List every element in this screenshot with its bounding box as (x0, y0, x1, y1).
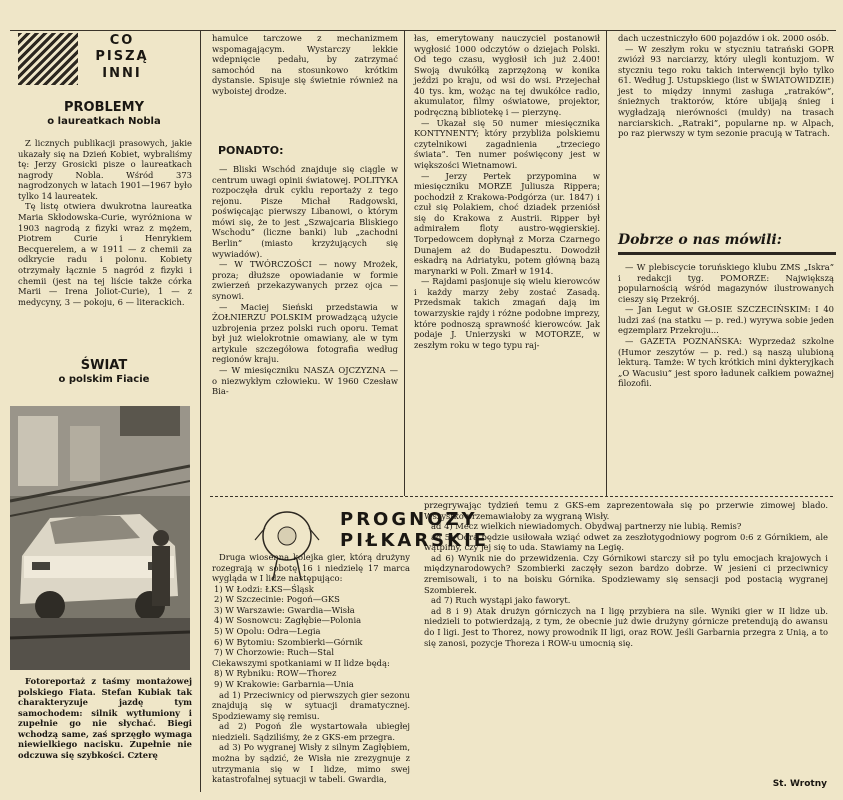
paragraph: hamulce tarczowe z mechanizmem wspomagającym. Wystarczy lekkie wdepnięcie pedału, by zatrzymać samochód na stosunkowo krótkim dystansie. Spisuje się świetnie również na wyboistej drodze. (212, 33, 398, 96)
paragraph: — Bliski Wschód znajduje się ciągle w centrum uwagi opinii światowej. POLITYKA rozpoczęła druk cyklu reportaży z tego rejonu. Pisze Michał Radgowski, poświęcając pierwszy Libanowi, o którym mówi się, że to jest „Szwajcaria Bliskiego Wschodu” (liczne banki) lub „zachodni Berlin” (miasto krzyżujących się wywiadów). (212, 164, 398, 259)
paragraph: Z licznych publikacji prasowych, jakie ukazały się na Dzień Kobiet, wybraliśmy tę: Jerzy Grosicki pisze o laureatkach nagrody Nobla. Wśród 373 nagrodzonych w latach 1901—1967 było tylko 14 laureatek. (18, 138, 192, 201)
match-item: 3) W Warszawie: Gwardia—Wisła (214, 604, 355, 615)
paragraph: — Rajdami pasjonuje się wielu kierowców i każdy marzy żeby zostać Zasadą. Przedsmak takich zmagań dają im towarzyskie rajdy i różne podobne imprezy, które podnoszą sprawność kierowców. Jak podaje J. Unierzyski w MOTORZE, w zeszłym roku w tego typu raj- (414, 276, 600, 350)
paragraph: — W plebiscycie toruńskiego klubu ZMS „Iskra” i redakcji tyg. POMORZE: Największą popularnością wśród magazynów ilustrowanych cieszy się Przekrój. (618, 262, 834, 304)
prognozy-intro: Druga wiosenna kolejka gier, którą drużyny rozegrają w sobotę 16 i niedzielę 17 marca wygląda w I lidze następująco: (212, 552, 410, 584)
paragraph: — W zeszłym roku w styczniu tatrański GOPR zwiózł 93 narciarzy, który ulegli kontuzjom. W styczniu tego roku takich interwencji było tylko 61. Według J. Ustupskiego (list w ŚWIATOWIDZIE) jest to między innymi zasługa „ratraków”, śnieżnych traktorów, które ubijają śnieg i wygładzają nierówności (muldy) na trasach narciarskich. „Ratraki”, popularne np. w Alpach, po raz pierwszy w tym sezonie pracują w Tatrach. (618, 43, 834, 139)
paragraph: — GAZETA POZNAŃSKA: Wyprzedaż szkolne (Humor zeszytów — p. red.) są naszą ulubioną lekturą. Tamże: W tych krótkich mini dykteryjkach „O Wacusiu” jest sporo ładunek całkiem poważnej filozofii. (618, 336, 834, 389)
paragraph: ad 1) Przeciwnicy od pierwszych gier sezonu znajdują się w sytuacji dramatycznej. Spodziewamy się remisu. (212, 689, 410, 721)
match-item: 5) W Opolu: Odra—Legia (214, 626, 321, 637)
second-league-intro: Ciekawszymi spotkaniami w II lidze będą: (212, 657, 390, 668)
column-2-top (212, 33, 398, 96)
match-item: 6) W Bytomiu: Szombierki—Górnik (214, 636, 363, 647)
photo-illustration (10, 406, 190, 670)
problemy-subtitle: o laureatkach Nobla (47, 116, 161, 128)
column-rule-3 (606, 30, 607, 496)
column-rule-2 (404, 30, 405, 496)
prognozy-left (212, 552, 410, 785)
paragraph: ad 7) Ruch wystąpi jako faworyt. (431, 595, 571, 606)
paragraph: Tę listę otwiera dwukrotna laureatka Maria Skłodowska-Curie, wyróżniona w 1903 nagrodą z fizyki wraz z mężem, Piotrem Curie i Henrykiem Becquerelem, a w 1911 — z chemii za odkrycie radu i polonu. Kobiety otrzymały łącznie 5 nagród z fizyki i chemii (jest na tej liście także córka Marii — Irena Joliot-Curie), 1 — z medycyny, 3 — pokoju, 6 — literackich. (18, 201, 192, 307)
paragraph: ad 2) Pogoń źle wystartowała ubiegłej niedzieli. Sądziliśmy, że z GKS-em przegra. (212, 721, 410, 742)
match-list-2 (212, 668, 410, 689)
match-item: 9) W Krakowie: Garbarnia—Unia (214, 678, 354, 689)
paragraph: — Jerzy Pertek przypomina w miesięczniku MORZE Juliusza Rippera; pochodził z Krakowa-Podgórza (ur. 1847) i czuł się Polakiem, choć dziadek przeniósł się do Krakowa z Austrii. Ripper był admirałem floty austro-węgierskiej. Torpedowcem dopłynął z Morza Czarnego Dunajem aż do Budapesztu. Dowodził eskadrą na Adriatyku, potem główną bazą marynarki w Poli. Zmarł w 1914. (414, 170, 600, 276)
match-item: 2) W Szczecinie: Pogoń—GKS (214, 594, 340, 605)
problemy-heading: PROBLEMY (63, 100, 144, 115)
paragraph: ad 8 i 9) Atak drużyn górniczych na I ligę przybiera na sile. Wyniki gier w II lidze ub. niedzieli to potwierdzają, z tym, że obecnie już dwie drużyny górnicze pretendują do awansu do I ligi. Jest to Thorez, nowy prowodnik II ligi, oraz ROW. Jeśli Garbarnia przegra z Unią, a to się zanosi, pozycje Thoreza i ROW-u umocnią się. (424, 605, 828, 648)
column-3-text (414, 33, 600, 350)
prognozy-right (424, 500, 828, 648)
prognozy-right-text (424, 500, 828, 648)
swiat-heading: ŚWIAT (80, 358, 128, 373)
paragraph: ad 5) Odra będzie usiłowała wziąć odwet za zeszłotygodniowy pogrom 0:6 z Górnikiem, ale wątpimy, czy jej się to uda. Stawiamy na Legię. (424, 531, 828, 553)
match-item: 1) W Łodzi: ŁKS—Śląsk (214, 583, 314, 594)
signature: St. Wrotny (772, 778, 827, 789)
logo-stripes (18, 33, 78, 85)
paragraph: dach uczestniczyło 600 pojazdów i ok. 2000 osób. (618, 33, 829, 43)
match-item: 7) W Chorzowie: Ruch—Stal (214, 647, 335, 658)
paragraph: ad 4) Mecz wielkich niewiadomych. Obydwaj partnerzy nie lubią. Remis? (431, 521, 742, 532)
match-item: 4) W Sosnowcu: Zagłębie—Polonia (214, 615, 362, 626)
match-list (212, 584, 410, 658)
paragraph: ad 3) Po wygranej Wisły z silnym Zagłębiem, można by sądzić, że Wisła nie zrezygnuje z utrzymania się w I lidze, mimo swej katastrofalnej sytuacji w tabeli. Gwardia, (212, 742, 410, 785)
column-1-text (18, 138, 192, 307)
dobrze-rule (618, 252, 836, 255)
top-rule (10, 30, 836, 31)
paragraph: — Maciej Sieński przedstawia w ŻOŁNIERZU POLSKIM prowadzącą użycie uzbrojenia przez polski ruch oporu. Temat był już wielokrotnie omawiany, ale w tym artykule szczegółowa fotografia według regionów kraju. (212, 301, 398, 365)
column-2-text (212, 164, 398, 397)
section-logo (18, 33, 164, 85)
photo-caption (18, 676, 192, 761)
problemy-title (18, 100, 190, 129)
match-item: 8) W Rybniku: ROW—Thorez (214, 668, 337, 679)
dobrze-o-nas-heading: Dobrze o nas mówili: (618, 232, 782, 248)
swiat-subtitle: o polskim Fiacie (58, 374, 150, 386)
paragraph: — Jan Legut w GŁOSIE SZCZECIŃSKIM: I 40 ludzi zaś (na statku — p. red.) wyrywa sobie jeden egzemplarz Przekroju... (618, 304, 834, 336)
column-rule-1 (200, 30, 201, 792)
paragraph: — Ukazał się 50 numer miesięcznika KONTYNENTY; który przybliża polskiemu czytelnikowi zagadnienia „trzeciego świata”. Ten numer poświęcony jest w większości Wietnamowi. (414, 117, 600, 170)
logo-text: CO PISZĄ INNI (95, 33, 149, 81)
paragraph: — W TWÓRCZOŚCI — nowy Mrożek, proza; dłuższe opowiadanie w formie zwierzeń przekazywanych przez ojca — synowi. (212, 259, 398, 301)
prognozy-title-line2: PIŁKARSKIE (340, 529, 490, 551)
fiat-assembly-photo (10, 406, 190, 670)
ponadto-heading: PONADTO: (218, 144, 284, 157)
paragraph: ad 6) Wynik nie do przewidzenia. Czy Górnikowi starczy sił po tylu emocjach krajowych i międzynarodowych? Szombierki zaczęły sezon bardzo dobrze. W jesieni ci przeciwnicy zremisowali, i to na boisku Górnika. Spodziewamy się sensacji pod postacią wygranej Szombierek. (424, 552, 828, 595)
paragraph: przegrywając tydzień temu z GKS-em zaprezentowała się po przerwie zimowej blado. Wszystko przemawiałoby za wygraną Wisły. (424, 500, 828, 521)
dobrze-text (618, 262, 834, 389)
prognozy-title-line1: PROGNOZY (340, 509, 478, 530)
paragraph: łas, emerytowany nauczyciel postanowił wygłosić 1000 odczytów o dziejach Polski. Od tego czasu, wygłosił ich już 2.400! Swoją dwukółką zaprzężoną w konika jeździ po kraju, od wsi do wsi. Przejechał 40 tys. km, wożąc na tej dwukółce radio, akumulator, filmy oświatowe, projektor, podręczną bibliotekę i — pierzynę. (414, 33, 600, 118)
swiat-title (18, 358, 190, 387)
column-4-text (618, 33, 834, 139)
caption-text: Fotoreportaż z taśmy montażowej polskiego Fiata. Stefan Kubiak tak charakteryzuje jazdę tym samochodem: silnik wytłumiony i zupełnie go nie słychać. Biegi wchodzą same, zaś sprzęgło wymaga niewielkiego nacisku. Zupełnie nie odczuwa się szybkości. Czterę (18, 676, 192, 761)
paragraph: — W miesięczniku NASZA OJCZYZNA — o niezwykłym człowieku. W 1960 Czesław Bia- (212, 364, 398, 397)
